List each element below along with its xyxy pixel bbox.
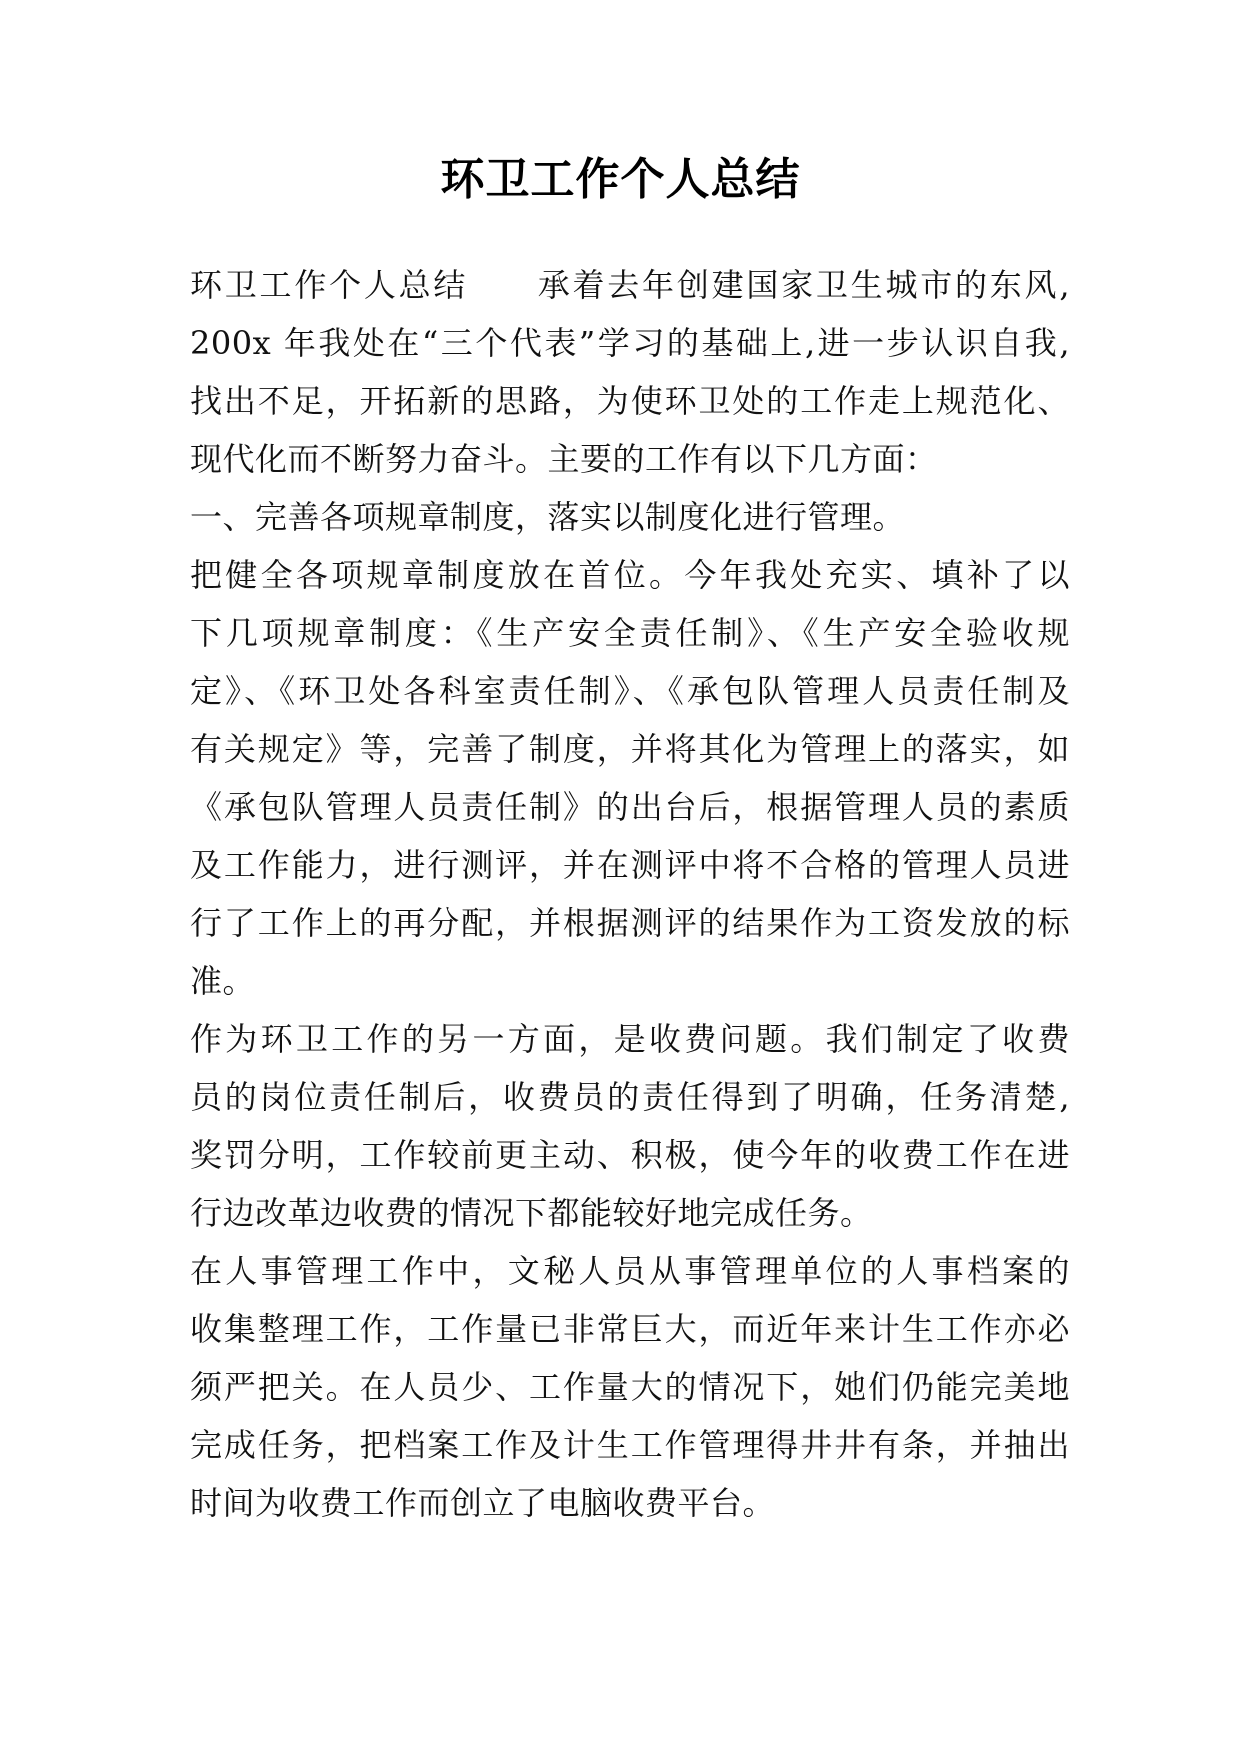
body-line: 在人事管理工作中，文秘人员从事管理单位的人事档案的 <box>190 1252 1070 1290</box>
body-line: 找出不足，开拓新的思路，为使环卫处的工作走上规范化、 <box>190 382 1070 420</box>
body-line: 行了工作上的再分配，并根据测评的结果作为工资发放的标 <box>190 904 1070 942</box>
body-line: 把健全各项规章制度放在首位。今年我处充实、填补了以 <box>190 556 1070 594</box>
body-line: 时间为收费工作而创立了电脑收费平台。 <box>190 1484 776 1522</box>
body-line: 定》、《环卫处各科室责任制》、《承包队管理人员责任制及 <box>190 672 1070 710</box>
body-line: 环卫工作个人总结 承着去年创建国家卫生城市的东风, <box>190 266 1070 304</box>
body-line: 有关规定》等，完善了制度，并将其化为管理上的落实，如 <box>190 730 1070 768</box>
body-line: 现代化而不断努力奋斗。主要的工作有以下几方面： <box>190 440 938 478</box>
body-line: 须严把关。在人员少、工作量大的情况下，她们仍能完美地 <box>190 1368 1070 1406</box>
body-line: 作为环卫工作的另一方面，是收费问题。我们制定了收费 <box>190 1020 1070 1058</box>
body-line: 及工作能力，进行测评，并在测评中将不合格的管理人员进 <box>190 846 1070 884</box>
body-line: 奖罚分明，工作较前更主动、积极，使今年的收费工作在进 <box>190 1136 1070 1174</box>
body-line: 200x 年我处在“三个代表”学习的基础上,进一步认识自我, <box>190 324 1070 362</box>
document-title: 环卫工作个人总结 <box>440 154 801 205</box>
document-body <box>190 256 1070 1532</box>
body-line: 下几项规章制度：《生产安全责任制》、《生产安全验收规 <box>190 614 1070 652</box>
body-line: 员的岗位责任制后，收费员的责任得到了明确，任务清楚, <box>190 1078 1070 1116</box>
body-line: 《承包队管理人员责任制》的出台后，根据管理人员的素质 <box>190 788 1070 826</box>
body-line: 准。 <box>190 962 256 1000</box>
body-line: 行边改革边收费的情况下都能较好地完成任务。 <box>190 1194 873 1232</box>
body-line: 完成任务，把档案工作及计生工作管理得井井有条，并抽出 <box>190 1426 1070 1464</box>
body-line: 收集整理工作，工作量已非常巨大，而近年来计生工作亦必 <box>190 1310 1070 1348</box>
section-heading: 一、完善各项规章制度，落实以制度化进行管理。 <box>190 498 906 536</box>
